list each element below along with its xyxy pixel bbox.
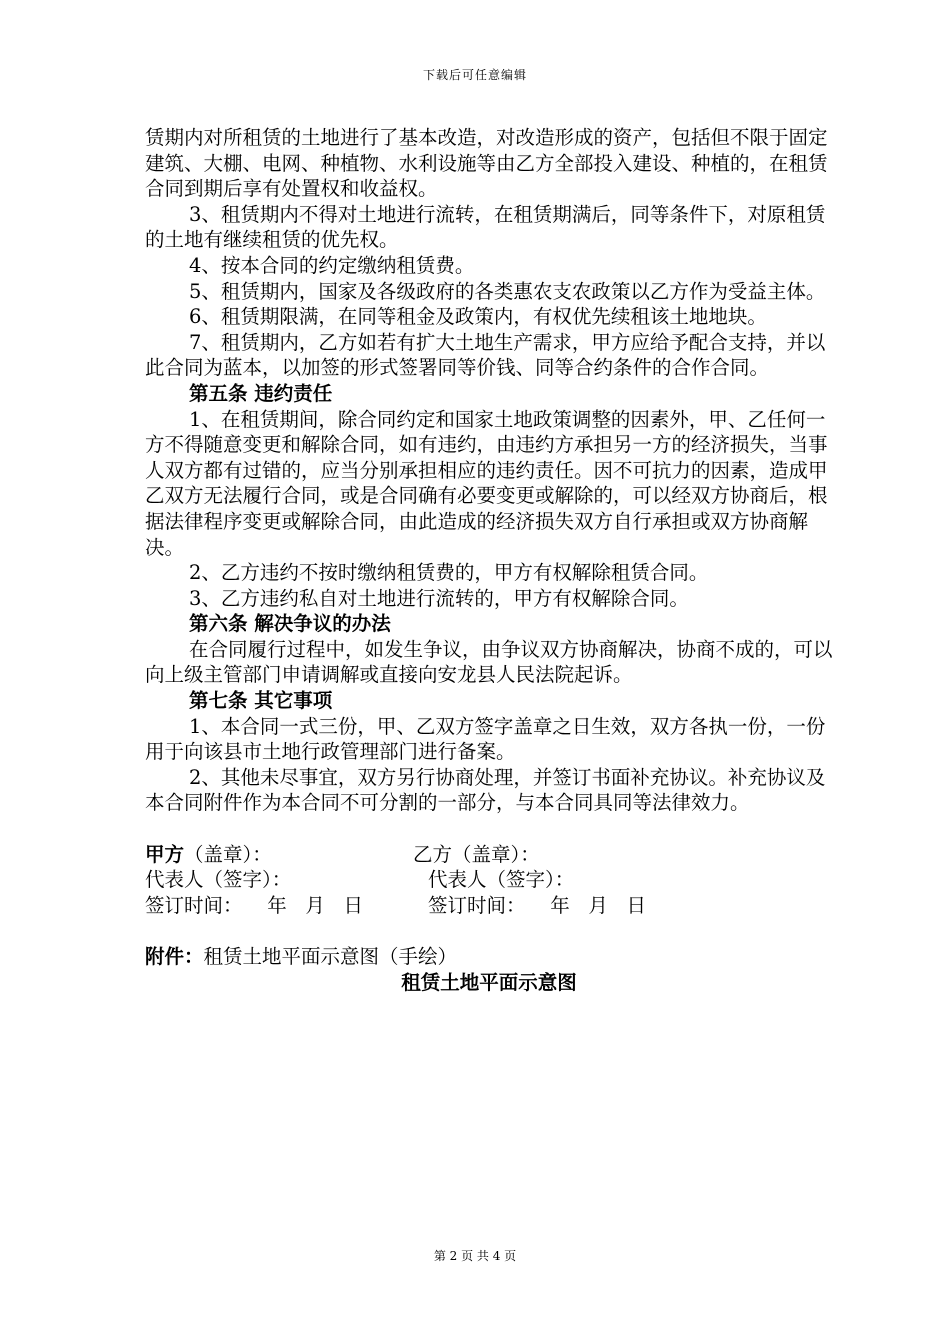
party-a-seal bbox=[145, 842, 272, 868]
page-footer: 第 2 页 共 4 页 bbox=[433, 1249, 517, 1263]
signature-row-seal bbox=[145, 842, 833, 868]
document-body bbox=[145, 125, 833, 995]
attachment-line bbox=[145, 944, 833, 970]
article-5-item-2: 2、乙方违约不按时缴纳租赁费的，甲方有权解除租赁合同。 bbox=[189, 561, 709, 585]
page-header: 下载后可任意编辑 bbox=[422, 68, 527, 82]
article-5-item-3: 3、乙方违约私自对土地进行流转的，甲方有权解除合同。 bbox=[189, 586, 689, 610]
article-7-heading: 第七条 其它事项 bbox=[189, 689, 333, 713]
clause-item-4: 4、按本合同的约定缴纳租赁费。 bbox=[189, 253, 475, 277]
party-a-seal-text: （盖章）： bbox=[184, 842, 272, 866]
signature-row-date bbox=[145, 893, 833, 919]
party-a-label: 甲方 bbox=[145, 842, 185, 866]
spacer bbox=[145, 816, 833, 842]
signature-row-rep bbox=[145, 867, 833, 893]
party-b-date: 签订时间： 年 月 日 bbox=[428, 893, 646, 917]
article-6-heading: 第六条 解决争议的办法 bbox=[189, 612, 391, 636]
clause-item-7: 7、租赁期内，乙方如若有扩大土地生产需求，甲方应给予配合支持，并以此合同为蓝本，以加签的形式签署同等价钱、同等合约条件的合作合同。 bbox=[145, 330, 826, 380]
paragraph-continuation: 赁期内对所租赁的土地进行了基本改造，对改造形成的资产，包括但不限于固定建筑、大棚、电网、种植物、水利设施等由乙方全部投入建设、种植的，在租赁合同到期后享有处置权和收益权。 bbox=[145, 126, 828, 201]
spacer bbox=[145, 918, 833, 944]
party-b-seal: 乙方（盖章）： bbox=[413, 842, 540, 866]
clause-item-3: 3、租赁期内不得对土地进行流转，在租赁期满后，同等条件下，对原租赁的土地有继续租赁的优先权。 bbox=[145, 202, 826, 252]
clause-item-5: 5、租赁期内，国家及各级政府的各类惠农支农政策以乙方作为受益主体。 bbox=[189, 279, 826, 303]
article-5-heading: 第五条 违约责任 bbox=[189, 381, 333, 405]
attachment-title: 租赁土地平面示意图 bbox=[401, 970, 577, 994]
clause-item-6: 6、租赁期限满，在同等租金及政策内，有权优先续租该土地地块。 bbox=[189, 305, 767, 329]
article-5-item-1: 1、在租赁期间，除合同约定和国家土地政策调整的因素外，甲、乙任何一方不得随意变更和解除合同，如有违约，由违约方承担另一方的经济损失，当事人双方都有过错的，应当分别承担相应的违约责任。因不可抗力的因素，造成甲乙双方无法履行合同，或是合同确有必要变更或解除的，可以经双方协商后，根据法律程序变更或解除合同，由此造成的经济损失双方自行承担或双方协商解决。 bbox=[145, 407, 828, 559]
article-7-item-2: 2、其他未尽事宜，双方另行协商处理，并签订书面补充协议。补充协议及本合同附件作为本合同不可分割的一部分，与本合同具同等法律效力。 bbox=[145, 765, 826, 815]
party-a-representative: 代表人（签字）： bbox=[145, 868, 292, 892]
party-b-representative: 代表人（签字）： bbox=[428, 868, 575, 892]
article-6-text: 在合同履行过程中，如发生争议，由争议双方协商解决，协商不成的，可以向上级主管部门申请调解或直接向安龙县人民法院起诉。 bbox=[145, 637, 833, 687]
party-a-date: 签订时间： 年 月 日 bbox=[145, 893, 363, 917]
article-7-item-1: 1、本合同一式三份，甲、乙双方签字盖章之日生效，双方各执一份，一份用于向该县市土地行政管理部门进行备案。 bbox=[145, 714, 826, 764]
attachment-text: 租赁土地平面示意图（手绘） bbox=[203, 945, 458, 968]
attachment-label: 附件： bbox=[145, 945, 204, 968]
